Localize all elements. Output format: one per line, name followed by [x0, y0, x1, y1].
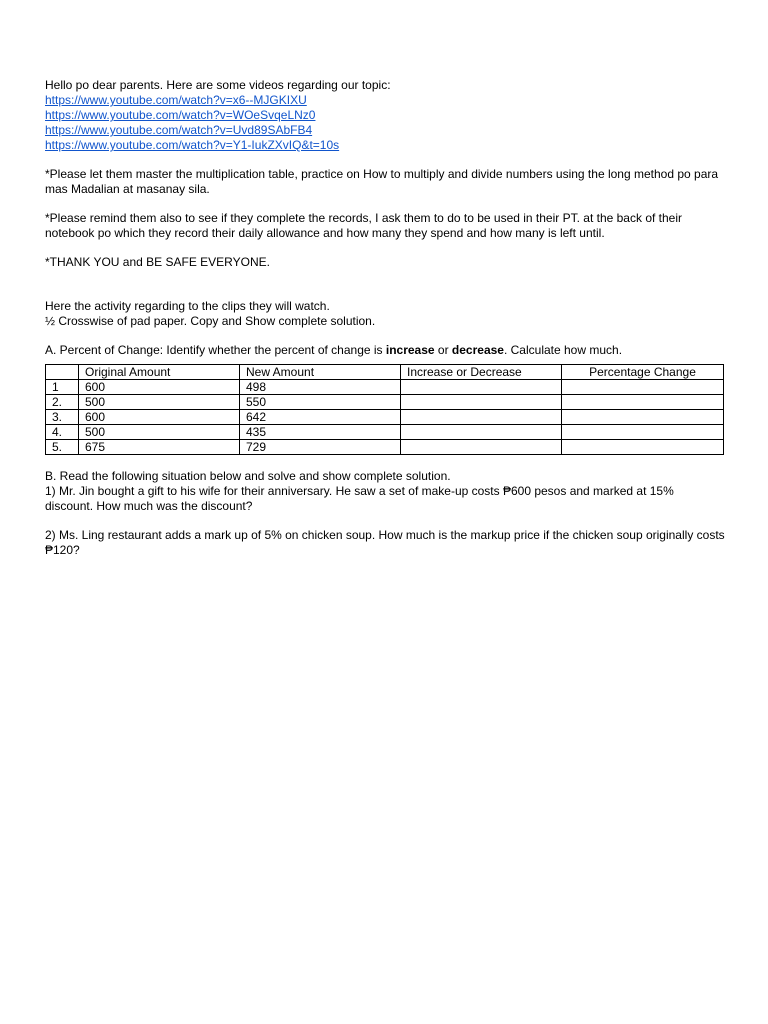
- greeting-text: Hello po dear parents. Here are some videos regarding our topic:: [45, 78, 391, 92]
- table-cell: [401, 395, 562, 410]
- table-header-cell: Percentage Change: [562, 365, 724, 380]
- table-cell: 642: [240, 410, 401, 425]
- activity-intro: Here the activity regarding to the clips they will watch.: [45, 299, 330, 313]
- table-cell: [401, 380, 562, 395]
- table-cell: [562, 410, 724, 425]
- table-cell: [562, 425, 724, 440]
- part-a-prefix: A. Percent of Change: Identify whether the percent of change is: [45, 343, 386, 357]
- video-link-2[interactable]: https://www.youtube.com/watch?v=WOeSvqeLNz0: [45, 108, 316, 122]
- table-row: [46, 395, 724, 410]
- table-row: [46, 410, 724, 425]
- activity-instructions: ½ Crosswise of pad paper. Copy and Show complete solution.: [45, 314, 376, 328]
- table-cell: 600: [79, 380, 240, 395]
- note-thanks: *THANK YOU and BE SAFE EVERYONE.: [45, 255, 270, 269]
- percent-change-table: [45, 364, 724, 455]
- table-header-row: [46, 365, 724, 380]
- table-cell: 1: [46, 380, 79, 395]
- table-cell: 500: [79, 425, 240, 440]
- part-b-question-2: 2) Ms. Ling restaurant adds a mark up of 5% on chicken soup. How much is the markup price if the chicken soup originally costs ₱120?: [45, 528, 725, 557]
- table-cell: [401, 425, 562, 440]
- table-cell: [562, 440, 724, 455]
- table-row: [46, 380, 724, 395]
- table-cell: 729: [240, 440, 401, 455]
- table-cell: 2.: [46, 395, 79, 410]
- table-cell: 435: [240, 425, 401, 440]
- table-cell: 4.: [46, 425, 79, 440]
- part-a-heading: [45, 343, 725, 358]
- table-cell: 500: [79, 395, 240, 410]
- table-row: [46, 440, 724, 455]
- part-a-decrease: decrease: [451, 343, 504, 357]
- table-cell: 675: [79, 440, 240, 455]
- table-cell: 600: [79, 410, 240, 425]
- table-cell: [562, 395, 724, 410]
- video-link-1[interactable]: https://www.youtube.com/watch?v=x6--MJGKIXU: [45, 93, 307, 107]
- table-header-cell: Increase or Decrease: [401, 365, 562, 380]
- part-a-increase: increase: [385, 343, 435, 357]
- table-header-cell: New Amount: [240, 365, 401, 380]
- table-header-cell: Original Amount: [79, 365, 240, 380]
- video-link-4[interactable]: https://www.youtube.com/watch?v=Y1-IukZXvIQ&t=10s: [45, 138, 340, 152]
- document-body: [45, 78, 725, 558]
- table-header-cell: [46, 365, 79, 380]
- table-row: [46, 425, 724, 440]
- note-multiplication: *Please let them master the multiplication table, practice on How to multiply and divide numbers using the long method po para mas Madalian at masanay sila.: [45, 167, 719, 196]
- table-cell: [401, 440, 562, 455]
- part-b-question-1: 1) Mr. Jin bought a gift to his wife for their anniversary. He saw a set of make-up costs ₱600 pesos and marked at 15% discount. How much was the discount?: [45, 484, 674, 513]
- table-cell: [562, 380, 724, 395]
- note-records: *Please remind them also to see if they complete the records, I ask them to do to be used in their PT. at the back of their notebook po which they record their daily allowance and how many they spend and how many is left until.: [45, 211, 683, 240]
- part-a-suffix: . Calculate how much.: [503, 343, 623, 357]
- table-cell: 5.: [46, 440, 79, 455]
- video-link-3[interactable]: https://www.youtube.com/watch?v=Uvd89SAbFB4: [45, 123, 313, 137]
- table-cell: 550: [240, 395, 401, 410]
- part-a-or: or: [434, 343, 452, 357]
- table-cell: 498: [240, 380, 401, 395]
- part-b-intro: B. Read the following situation below and solve and show complete solution.: [45, 469, 451, 483]
- table-cell: 3.: [46, 410, 79, 425]
- table-cell: [401, 410, 562, 425]
